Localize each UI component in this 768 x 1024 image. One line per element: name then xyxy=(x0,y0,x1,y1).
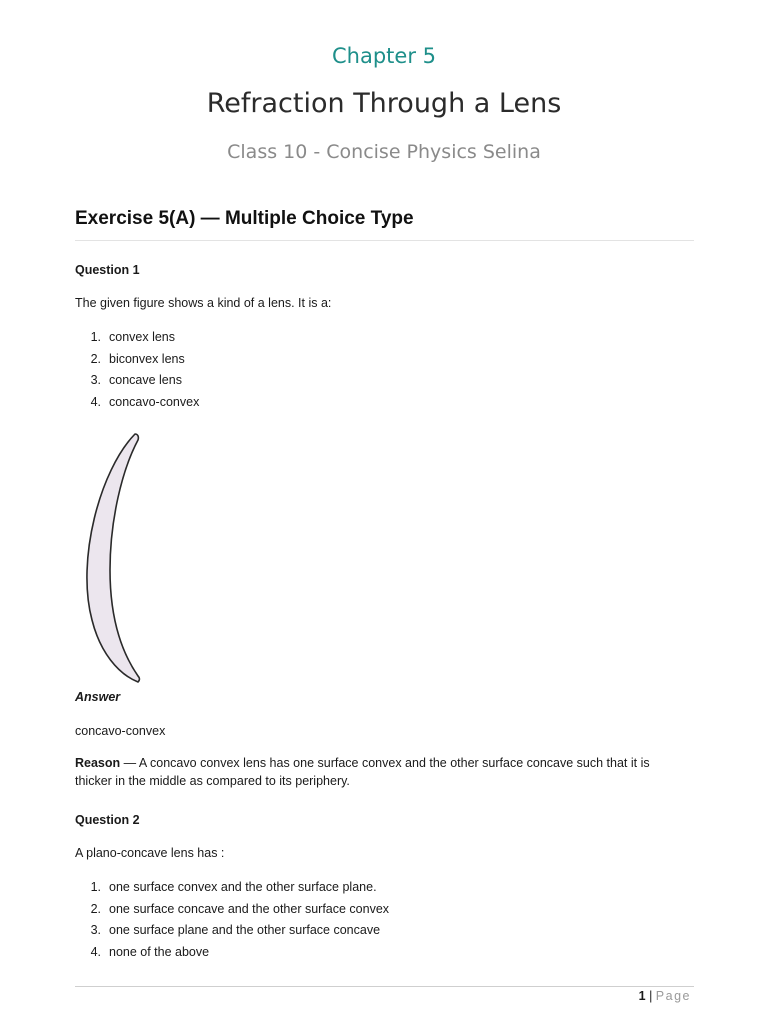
option-number: 2. xyxy=(90,351,101,366)
option-text: concavo-convex xyxy=(109,395,200,410)
option-number: 1. xyxy=(90,330,101,344)
lens-shape xyxy=(87,434,140,682)
question-2-label: Question 2 xyxy=(75,813,140,827)
option-number: 2. xyxy=(90,901,101,916)
reason-text: — A concavo convex lens has one surface convex and the other surface concave such that it is thicker in the middle as compared to its periphery. xyxy=(75,756,650,788)
question-2-text: A plano-concave lens has : xyxy=(75,846,225,860)
page-footer xyxy=(639,989,691,1003)
list-item xyxy=(75,370,199,392)
answer-label: Answer xyxy=(75,690,121,704)
question-1-label: Question 1 xyxy=(75,263,140,277)
option-number: 3. xyxy=(90,373,101,388)
list-item xyxy=(75,877,389,899)
document-title: Refraction Through a Lens xyxy=(206,88,562,119)
page-number: 1 xyxy=(638,989,646,1003)
heading-divider xyxy=(75,240,694,241)
list-item xyxy=(75,392,199,414)
document-subtitle: Class 10 - Concise Physics Selina xyxy=(227,141,541,163)
option-number: 4. xyxy=(90,945,101,960)
chapter-label: Chapter 5 xyxy=(332,44,436,68)
option-number: 1. xyxy=(90,880,101,894)
list-item xyxy=(75,327,199,349)
page-word: Page xyxy=(655,989,691,1003)
footer-divider xyxy=(75,986,694,987)
option-number: 3. xyxy=(90,923,101,938)
option-text: one surface convex and the other surface plane. xyxy=(109,880,377,894)
option-text: biconvex lens xyxy=(109,351,185,366)
footer-separator: | xyxy=(645,989,656,1003)
option-text: none of the above xyxy=(109,945,210,960)
answer-text: concavo-convex xyxy=(75,724,166,738)
list-item xyxy=(75,920,389,942)
exercise-heading: Exercise 5(A) — Multiple Choice Type xyxy=(75,208,414,229)
option-text: one surface concave and the other surface convex xyxy=(109,901,390,916)
option-text: one surface plane and the other surface concave xyxy=(109,923,381,938)
option-number: 4. xyxy=(90,395,101,410)
concavo-convex-lens-figure xyxy=(78,430,144,686)
question-1-text: The given figure shows a kind of a lens. It is a: xyxy=(75,296,332,310)
list-item xyxy=(75,899,389,921)
question-2-options xyxy=(75,877,389,964)
reason-paragraph xyxy=(75,754,675,790)
question-1-options xyxy=(75,327,199,414)
reason-label: Reason xyxy=(75,756,121,770)
list-item xyxy=(75,942,389,964)
option-text: convex lens xyxy=(109,330,176,344)
list-item xyxy=(75,349,199,371)
option-text: concave lens xyxy=(109,373,182,388)
